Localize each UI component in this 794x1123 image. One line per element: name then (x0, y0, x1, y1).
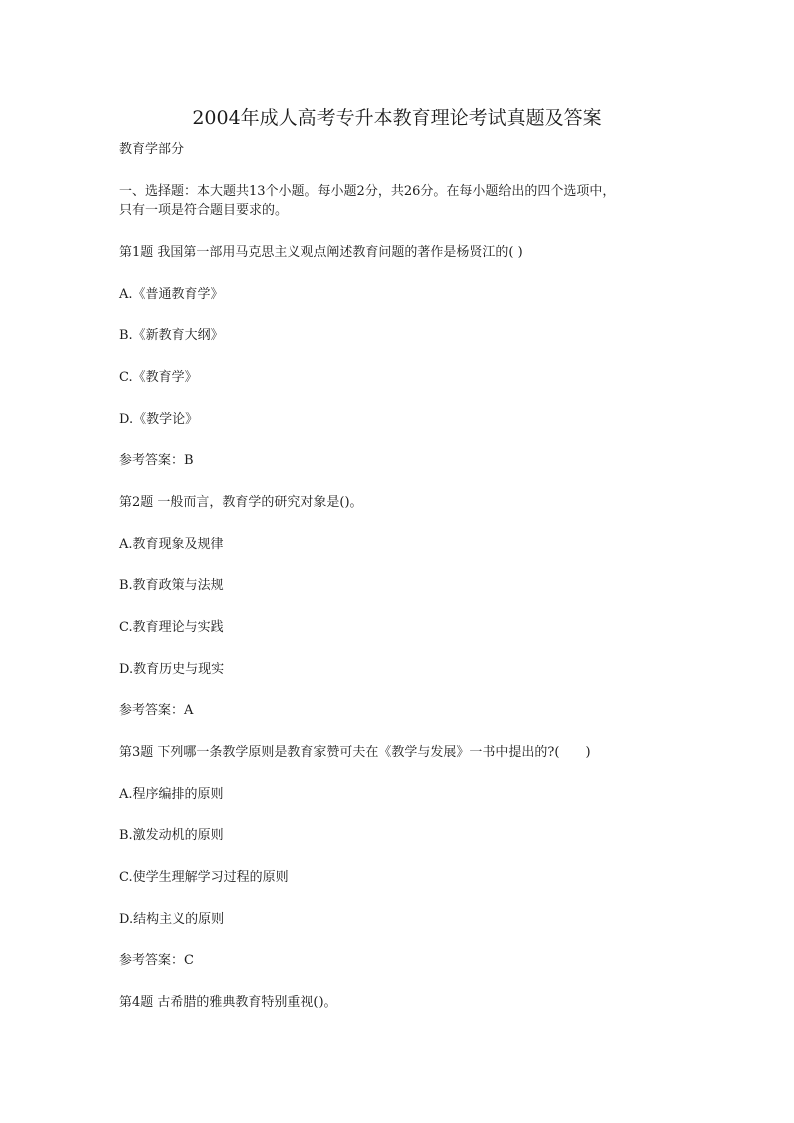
instructions-line-2: 只有一项是符合题目要求的。 (119, 203, 289, 218)
question-3-stem: 第3题 下列哪一条教学原则是教育家赞可夫在《教学与发展》一书中提出的?( ) (119, 745, 591, 760)
question-4-stem: 第4题 古希腊的雅典教育特别重视()。 (119, 995, 337, 1010)
document-title: 2004年成人高考专升本教育理论考试真题及答案 (192, 107, 602, 129)
question-1-answer: 参考答案：B (119, 453, 194, 468)
question-1-option-c: C.《教育学》 (119, 370, 198, 385)
question-2-answer: 参考答案：A (119, 703, 194, 718)
question-3-option-c: C.使学生理解学习过程的原则 (119, 870, 289, 885)
question-2-option-d: D.教育历史与现实 (119, 662, 225, 677)
question-1-option-d: D.《教学论》 (119, 412, 199, 427)
question-2-stem: 第2题 一般而言，教育学的研究对象是()。 (119, 495, 363, 510)
question-3-option-b: B.激发动机的原则 (119, 828, 224, 843)
section-heading: 教育学部分 (119, 142, 185, 157)
question-3-answer: 参考答案：C (119, 953, 194, 968)
question-2-option-c: C.教育理论与实践 (119, 620, 224, 635)
question-1-option-a: A.《普通教育学》 (119, 287, 224, 302)
question-3-option-d: D.结构主义的原则 (119, 912, 225, 927)
question-2-option-b: B.教育政策与法规 (119, 578, 224, 593)
question-2-option-a: A.教育现象及规律 (119, 537, 224, 552)
question-1-stem: 第1题 我国第一部用马克思主义观点阐述教育问题的著作是杨贤江的( ) (119, 245, 523, 260)
instructions-line-1: 一、选择题：本大题共13个小题。每小题2分，共26分。在每小题给出的四个选项中， (119, 184, 616, 199)
question-3-option-a: A.程序编排的原则 (119, 787, 224, 802)
question-1-option-b: B.《新教育大纲》 (119, 328, 224, 343)
